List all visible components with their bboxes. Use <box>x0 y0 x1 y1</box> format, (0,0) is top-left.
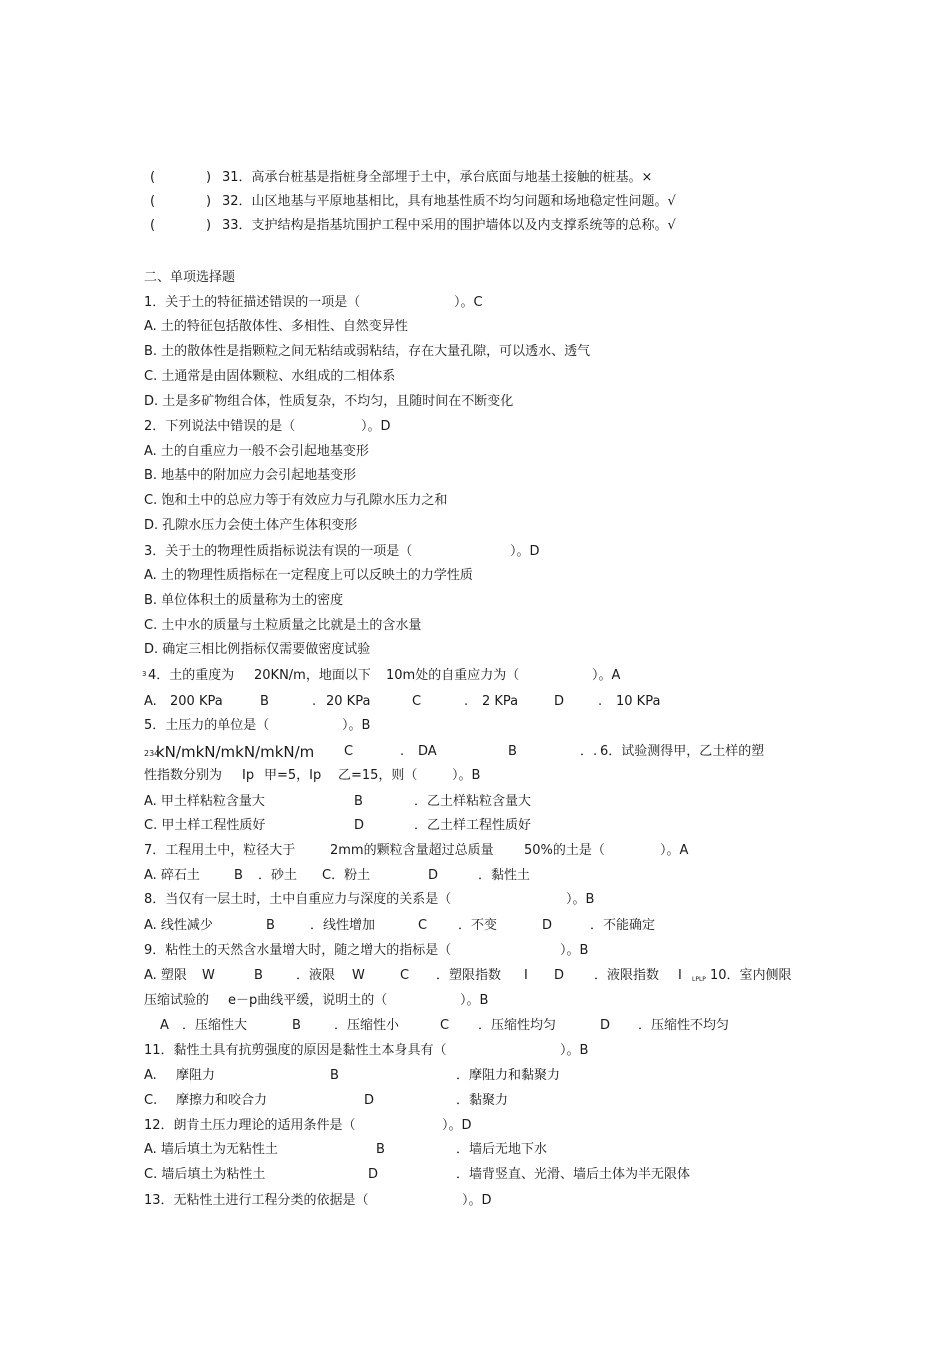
option: C. 饱和土中的总应力等于有效应力与孔隙水压力之和 <box>144 493 448 508</box>
question-8 <box>144 890 850 910</box>
question-answer: ）。B <box>560 943 589 958</box>
question-stem: 5．土压力的单位是（ <box>144 718 270 733</box>
option-symbol: I <box>678 968 682 983</box>
question-10-stem: 10．室内侧限 <box>710 968 792 983</box>
q6-options-row1 <box>144 792 850 812</box>
q6-options-row2 <box>144 816 850 836</box>
question-7 <box>144 841 850 861</box>
option-label: B <box>254 968 263 983</box>
option-symbol: I <box>524 968 528 983</box>
question-answer: ）。C <box>454 295 483 310</box>
question-stem: 50%的土是（ <box>524 843 605 858</box>
question-answer: ）。A <box>592 668 621 683</box>
option: A. 土的自重应力一般不会引起地基变形 <box>144 444 369 459</box>
option-label: B <box>508 744 517 759</box>
question-stem: Ip <box>242 768 255 783</box>
option-label: D <box>600 1018 611 1033</box>
option-text: ．液限 <box>296 968 336 983</box>
question-stem: 10m处的自重应力为（ <box>386 668 520 683</box>
option-text: 200 KPa <box>170 694 223 709</box>
option: B. 地基中的附加应力会引起地基变形 <box>144 468 357 483</box>
option-text: ．摩阻力和黏聚力 <box>456 1068 561 1083</box>
question-stem: 乙=15，则（ <box>338 768 418 783</box>
section-title: 二、单项选择题 <box>144 270 236 285</box>
q4-options <box>144 692 850 712</box>
question-answer: ）。D <box>361 419 391 434</box>
question-6-stem: 6．试验测得甲，乙土样的塑 <box>600 744 765 759</box>
option-text: A. 甲土样粘粒含量大 <box>144 794 265 809</box>
question-answer: ）。B <box>560 1043 589 1058</box>
option-text: ．液限指数 <box>594 968 660 983</box>
option-text: ．黏聚力 <box>456 1093 509 1108</box>
question-10 <box>144 991 850 1011</box>
question-stem: 3．关于土的物理性质指标说法有误的一项是（ <box>144 544 413 559</box>
option-label: D <box>554 694 565 709</box>
question-12 <box>144 1116 850 1136</box>
option-label: C <box>344 744 354 759</box>
option-label: D <box>368 1167 379 1182</box>
option-label: C <box>418 918 428 933</box>
question-stem: 12．朗肯土压力理论的适用条件是（ <box>144 1118 356 1133</box>
option-label: D <box>428 868 439 883</box>
question-stem: 4．土的重度为 <box>148 668 235 683</box>
question-1 <box>144 293 850 313</box>
superscript: 3 <box>142 670 147 678</box>
option-label: B <box>266 918 275 933</box>
option-dot: . <box>400 744 405 759</box>
question-stem: 11．黏性土具有抗剪强度的原因是黏性土本身具有（ <box>144 1043 447 1058</box>
option-label: D <box>364 1093 375 1108</box>
q9-options <box>144 966 850 986</box>
judgment-item-33 <box>144 216 850 236</box>
question-9 <box>144 941 850 961</box>
option-dot: . <box>598 694 603 709</box>
option-label: D <box>354 818 365 833</box>
option-label: A. <box>144 1068 157 1083</box>
subscript-label: LPLP <box>692 976 706 983</box>
option-text: ．砂土 <box>258 868 298 883</box>
option-text: 摩阻力 <box>176 1068 216 1083</box>
option-label: C <box>412 694 422 709</box>
question-answer: ）。B <box>460 993 489 1008</box>
option-text: C．粉土 <box>322 868 371 883</box>
question-answer: ）。D <box>462 1193 492 1208</box>
judgment-text: 33．支护结构是指基坑围护工程中采用的围护墙体以及内支撑系统等的总称。√ <box>222 218 676 233</box>
option-label: B <box>292 1018 301 1033</box>
q11-options-row1 <box>144 1066 850 1086</box>
paren-open: ( <box>150 218 156 233</box>
question-11 <box>144 1041 850 1061</box>
option-text: ．不变 <box>458 918 498 933</box>
question-stem: 20KN/m，地面以下 <box>254 668 371 683</box>
question-answer: ）。D <box>442 1118 472 1133</box>
question-stem: 13．无粘性土进行工程分类的依据是（ <box>144 1193 369 1208</box>
option: D. 土是多矿物组合体，性质复杂，不均匀，且随时间在不断变化 <box>144 394 514 409</box>
question-answer: ）。D <box>510 544 540 559</box>
option: C. 土中水的质量与土粒质量之比就是土的含水量 <box>144 618 422 633</box>
question-5 <box>144 716 850 736</box>
option-label: A <box>160 1018 169 1033</box>
judgment-item-31 <box>144 168 850 188</box>
option-symbol: W <box>202 968 215 983</box>
question-stem: 1．关于土的特征描述错误的一项是（ <box>144 295 361 310</box>
q10-options <box>144 1016 850 1036</box>
option-label: D <box>542 918 553 933</box>
option-text: ．乙土样粘粒含量大 <box>414 794 532 809</box>
option-text: A. 塑限 <box>144 968 187 983</box>
question-2 <box>144 417 850 437</box>
paren-close: ) <box>206 218 212 233</box>
option-text: C. 甲土样工程性质好 <box>144 818 266 833</box>
option-symbol: W <box>352 968 365 983</box>
option-label: C <box>440 1018 450 1033</box>
option-label: B <box>234 868 243 883</box>
option-text: ．压缩性大 <box>182 1018 248 1033</box>
option-text: ．塑限指数 <box>436 968 502 983</box>
option-label: B <box>354 794 363 809</box>
paren-open: ( <box>150 170 156 185</box>
option-label: D <box>554 968 565 983</box>
option: A. 土的物理性质指标在一定程度上可以反映土的力学性质 <box>144 568 473 583</box>
option: D. 确定三相比例指标仅需要做密度试验 <box>144 642 371 657</box>
option-text: A. 线性减少 <box>144 918 213 933</box>
q12-options-row2 <box>144 1165 850 1185</box>
judgment-text: 31．高承台桩基是指桩身全部埋于土中，承台底面与地基土接触的桩基。× <box>222 170 653 185</box>
question-stem: e－p曲线平缓，说明土的（ <box>228 993 388 1008</box>
option: A. 土的特征包括散体性、多相性、自然变异性 <box>144 319 408 334</box>
paren-close: ) <box>206 170 212 185</box>
question-answer: ）。B <box>566 892 595 907</box>
option-text: ．墙后无地下水 <box>456 1142 548 1157</box>
q5-options <box>144 742 850 762</box>
option-text: kN/mkN/mkN/mkN/m <box>156 743 315 761</box>
option-text: ．墙背竖直、光滑、墙后土体为半无限体 <box>456 1167 691 1182</box>
question-stem: 7．工程用土中，粒径大于 <box>144 843 296 858</box>
question-stem: 压缩试验的 <box>144 993 210 1008</box>
option: C. 土通常是由固体颗粒、水组成的二相体系 <box>144 369 396 384</box>
question-13 <box>144 1191 850 1211</box>
option-text: 20 KPa <box>326 694 371 709</box>
option-text: ．压缩性不均匀 <box>638 1018 730 1033</box>
option-label: C. <box>144 1093 158 1108</box>
question-stem: 2．下列说法中错误的是（ <box>144 419 296 434</box>
option-text: 10 KPa <box>616 694 661 709</box>
option-label: B <box>376 1142 385 1157</box>
option: B. 单位体积土的质量称为土的密度 <box>144 593 344 608</box>
question-answer: ）。B <box>452 768 481 783</box>
option: D. 孔隙水压力会使土体产生体积变形 <box>144 518 358 533</box>
option-text: 摩擦力和咬合力 <box>176 1093 268 1108</box>
option-text: A. 碎石土 <box>144 868 200 883</box>
question-stem: 9．粘性土的天然含水量增大时，随之增大的指标是（ <box>144 943 452 958</box>
judgment-text: 32．山区地基与平原地基相比，具有地基性质不均匀问题和场地稳定性问题。√ <box>222 194 676 209</box>
option-text: 2 KPa <box>482 694 519 709</box>
paren-close: ) <box>206 194 212 209</box>
option-text: C. 墙后填土为粘性土 <box>144 1167 266 1182</box>
question-answer: ）。A <box>660 843 689 858</box>
option-dot: ．. <box>580 744 598 759</box>
q12-options-row1 <box>144 1140 850 1160</box>
q11-options-row2 <box>144 1091 850 1111</box>
option-text: ．线性增加 <box>310 918 376 933</box>
option-label: C <box>400 968 410 983</box>
question-6 <box>144 766 850 786</box>
option-text: ．黏性土 <box>478 868 531 883</box>
option-text: ．压缩性均匀 <box>478 1018 557 1033</box>
option-label: A. <box>144 694 157 709</box>
option: B. 土的散体性是指颗粒之间无粘结或弱粘结，存在大量孔隙，可以透水、透气 <box>144 344 591 359</box>
q7-options <box>144 866 850 886</box>
option-text: ．乙土样工程性质好 <box>414 818 532 833</box>
question-3 <box>144 542 850 562</box>
option-label: B <box>260 694 269 709</box>
question-answer: ）。B <box>342 718 371 733</box>
judgment-item-32 <box>144 192 850 212</box>
question-stem: 2mm的颗粒含量超过总质量 <box>330 843 494 858</box>
question-stem: 性指数分别为 <box>144 768 223 783</box>
option-text: A. 墙后填土为无粘性土 <box>144 1142 278 1157</box>
option-label: B <box>330 1068 339 1083</box>
question-4 <box>144 666 850 686</box>
question-stem: 甲=5，Ip <box>264 768 322 783</box>
option-text: DA <box>418 744 437 759</box>
option-text: ．压缩性小 <box>334 1018 400 1033</box>
option-text: ．不能确定 <box>590 918 656 933</box>
paren-open: ( <box>150 194 156 209</box>
option-dot: . <box>464 694 469 709</box>
option-dot: . <box>312 694 317 709</box>
superscript: 234 <box>144 749 160 758</box>
q8-options <box>144 916 850 936</box>
question-stem: 8．当仅有一层土时，土中自重应力与深度的关系是（ <box>144 892 452 907</box>
